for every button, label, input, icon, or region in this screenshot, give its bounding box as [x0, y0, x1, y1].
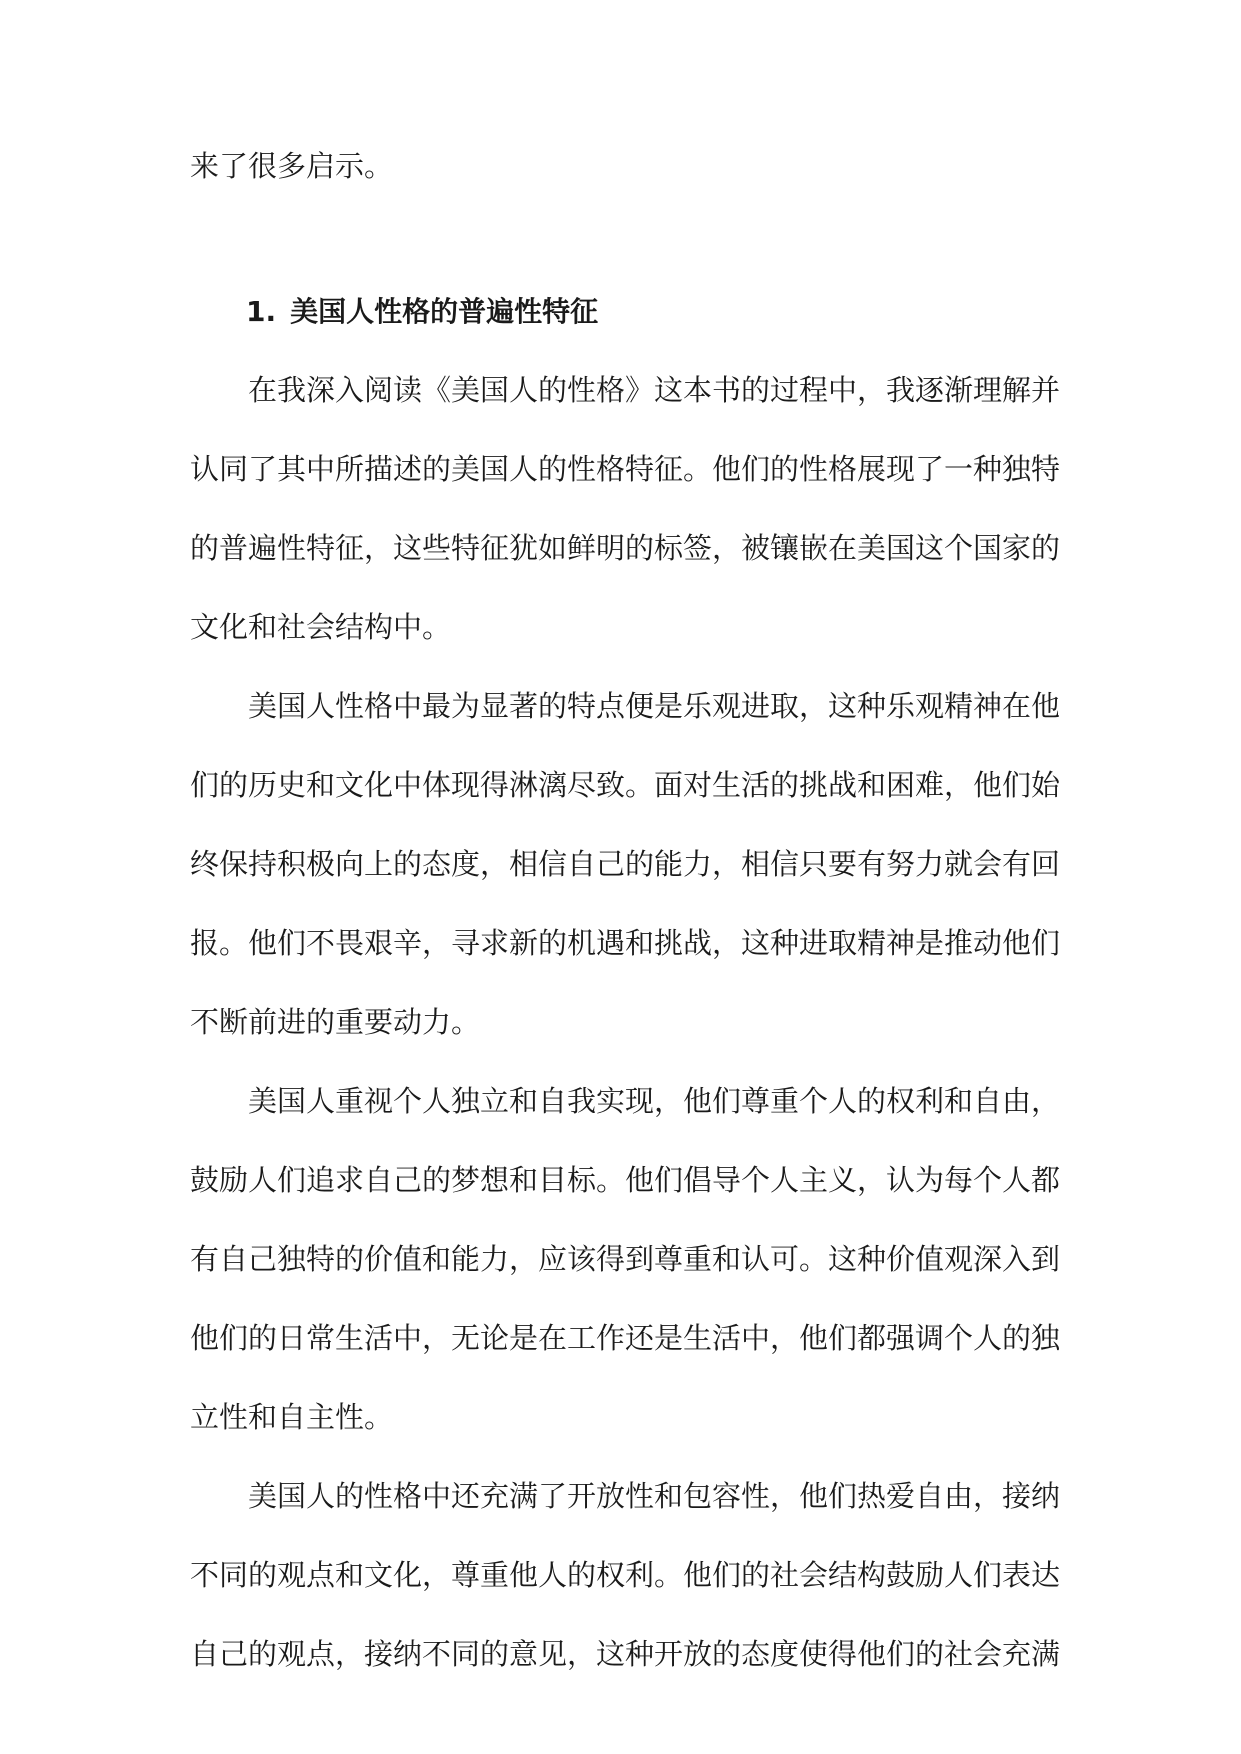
paragraph-3 [190, 1081, 1061, 1438]
paragraph-line: 有自己独特的价值和能力，应该得到尊重和认可。这种价值观深入到 [190, 1242, 1061, 1276]
paragraph-2 [190, 686, 1061, 1043]
paragraph-line: 自己的观点，接纳不同的意见，这种开放的态度使得他们的社会充满 [190, 1637, 1061, 1671]
paragraph-1 [190, 370, 1061, 648]
document-body [190, 146, 1061, 1675]
continuation-line: 来了很多启示。 [190, 149, 394, 183]
paragraph-line: 不同的观点和文化，尊重他人的权利。他们的社会结构鼓励人们表达 [190, 1558, 1061, 1592]
paragraph-line: 报。他们不畏艰辛，寻求新的机遇和挑战，这种进取精神是推动他们 [190, 926, 1061, 960]
paragraph-line: 们的历史和文化中体现得淋漓尽致。面对生活的挑战和困难，他们始 [190, 768, 1061, 802]
paragraph-line: 在我深入阅读《美国人的性格》这本书的过程中，我逐渐理解并 [248, 373, 1061, 407]
paragraph-line: 认同了其中所描述的美国人的性格特征。他们的性格展现了一种独特 [190, 452, 1061, 486]
section-number: 1. [246, 295, 277, 328]
paragraph-line: 立性和自主性。 [190, 1400, 394, 1434]
paragraph-line: 的普遍性特征，这些特征犹如鲜明的标签，被镶嵌在美国这个国家的 [190, 531, 1061, 565]
paragraph-line: 他们的日常生活中，无论是在工作还是生活中，他们都强调个人的独 [190, 1321, 1061, 1355]
section-title: 美国人性格的普遍性特征 [290, 295, 599, 328]
paragraph-line: 文化和社会结构中。 [190, 610, 452, 644]
paragraph-line: 美国人重视个人独立和自我实现，他们尊重个人的权利和自由， [248, 1084, 1061, 1118]
paragraph-line: 美国人性格中最为显著的特点便是乐观进取，这种乐观精神在他 [248, 689, 1061, 723]
paragraph-line: 美国人的性格中还充满了开放性和包容性，他们热爱自由，接纳 [248, 1479, 1061, 1513]
paragraph-line: 不断前进的重要动力。 [190, 1005, 481, 1039]
paragraph-line: 终保持积极向上的态度，相信自己的能力，相信只要有努力就会有回 [190, 847, 1061, 881]
section-heading [190, 291, 1050, 332]
paragraph-4 [190, 1476, 1061, 1675]
paragraph-line: 鼓励人们追求自己的梦想和目标。他们倡导个人主义，认为每个人都 [190, 1163, 1061, 1197]
